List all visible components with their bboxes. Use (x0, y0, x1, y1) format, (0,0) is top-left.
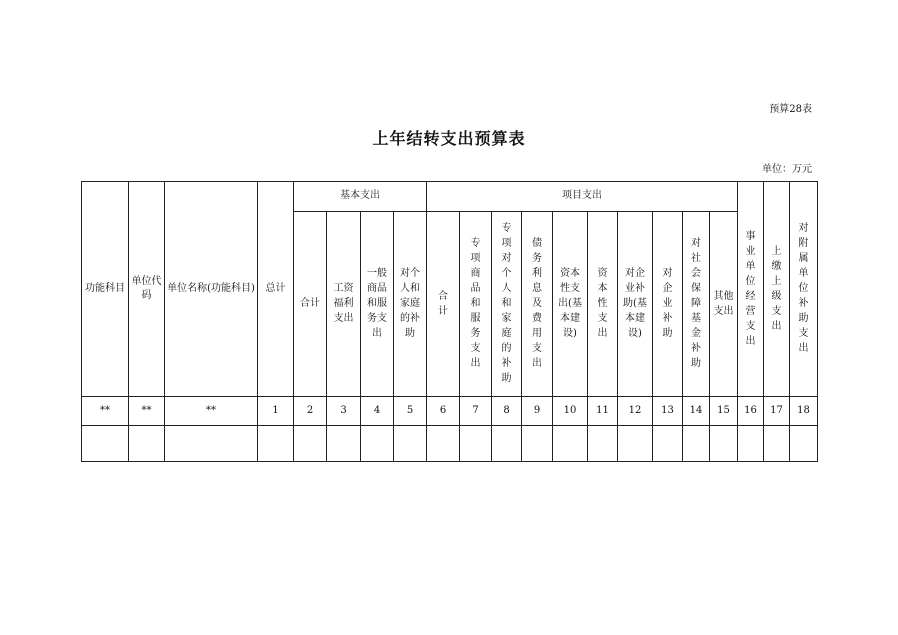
header-basic-goods (361, 212, 394, 397)
empty-cell (460, 426, 492, 462)
empty-data-row (82, 426, 818, 462)
empty-cell (427, 426, 460, 462)
col-number: 18 (790, 397, 818, 426)
empty-cell (394, 426, 427, 462)
header-basic-personal-label: 对个人和家庭的补助 (400, 268, 420, 340)
header-func-subject: 功能科目 (82, 182, 129, 397)
empty-cell (790, 426, 818, 462)
header-project-total-label: 合计 (438, 290, 448, 317)
empty-cell (710, 426, 738, 462)
empty-cell (522, 426, 553, 462)
col-number: 5 (394, 397, 427, 426)
empty-cell (294, 426, 327, 462)
header-basic-salary (327, 212, 361, 397)
header-project-social (683, 212, 710, 397)
empty-cell (327, 426, 361, 462)
col-number: 7 (460, 397, 492, 426)
header-project-enterprise (653, 212, 683, 397)
header-project-personal (492, 212, 522, 397)
header-upper (764, 182, 790, 397)
col-number: 8 (492, 397, 522, 426)
empty-cell (82, 426, 129, 462)
header-total: 总计 (258, 182, 294, 397)
header-project-enterprise-label: 对企业补助 (662, 268, 673, 340)
budget-table (81, 181, 818, 462)
empty-cell (165, 426, 258, 462)
col-number: 16 (738, 397, 764, 426)
header-project-other (710, 212, 738, 397)
table-number: 预算28表 (769, 104, 812, 115)
header-affiliated (790, 182, 818, 397)
header-basic-total (294, 212, 327, 397)
empty-cell (553, 426, 588, 462)
header-project-capital-build-label: 资本性支出(基本建设) (558, 268, 582, 340)
header-upper-label: 上缴上级支出 (771, 245, 782, 332)
empty-cell (361, 426, 394, 462)
header-affiliated-label: 对附属单位补助支出 (798, 223, 809, 355)
empty-cell (653, 426, 683, 462)
header-project-goods-label: 专项商品和服务支出 (470, 238, 481, 370)
empty-cell (683, 426, 710, 462)
header-project-enterprise-build-label: 对企业补助(基本建设) (623, 268, 647, 340)
empty-cell (129, 426, 165, 462)
empty-cell (588, 426, 618, 462)
header-project-enterprise-build (618, 212, 653, 397)
col-number: 1 (258, 397, 294, 426)
col-number: 6 (427, 397, 460, 426)
col-number: 13 (653, 397, 683, 426)
col-number: 11 (588, 397, 618, 426)
marker-unit-name: ** (165, 397, 258, 426)
header-project-capital (588, 212, 618, 397)
empty-cell (258, 426, 294, 462)
header-project-group: 项目支出 (427, 182, 738, 212)
col-number: 15 (710, 397, 738, 426)
header-project-total (427, 212, 460, 397)
header-project-goods (460, 212, 492, 397)
header-basic-total-label: 合计 (300, 297, 320, 309)
col-number: 14 (683, 397, 710, 426)
empty-cell (764, 426, 790, 462)
header-unit-name: 单位名称(功能科目) (165, 182, 258, 397)
empty-cell (738, 426, 764, 462)
header-project-social-label: 对社会保障基金补助 (691, 238, 701, 370)
page-title: 上年结转支出预算表 (372, 129, 526, 148)
header-basic-salary-label: 工资福利支出 (333, 283, 354, 325)
col-number: 17 (764, 397, 790, 426)
header-project-debt-label: 债务利息及费用支出 (532, 238, 542, 370)
header-basic-goods-label: 一般商品和服务支出 (367, 268, 387, 340)
col-number: 9 (522, 397, 553, 426)
col-number: 3 (327, 397, 361, 426)
header-unit-code: 单位代码 (129, 182, 165, 397)
header-project-capital-build (553, 212, 588, 397)
col-number: 2 (294, 397, 327, 426)
header-business (738, 182, 764, 397)
header-project-other-label: 其他支出 (713, 290, 734, 317)
marker-unit-code: ** (129, 397, 165, 426)
header-basic-personal (394, 212, 427, 397)
unit-label: 单位：万元 (762, 164, 812, 175)
header-project-capital-label: 资本性支出 (597, 268, 608, 340)
header-project-debt (522, 212, 553, 397)
empty-cell (492, 426, 522, 462)
col-number: 10 (553, 397, 588, 426)
header-project-personal-label: 专项对个人和家庭的补助 (501, 223, 512, 385)
marker-func-subject: ** (82, 397, 129, 426)
header-basic-group: 基本支出 (294, 182, 427, 212)
header-business-label: 事业单位经营支出 (745, 230, 756, 347)
col-number: 12 (618, 397, 653, 426)
empty-cell (618, 426, 653, 462)
col-number: 4 (361, 397, 394, 426)
